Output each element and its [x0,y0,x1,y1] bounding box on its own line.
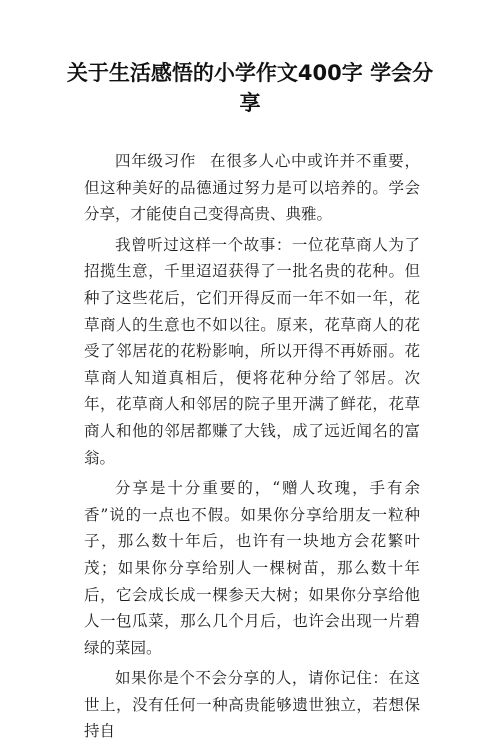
paragraph-4: 如果你是个不会分享的人，请你记住：在这世上，没有任何一种高贵能够遗世独立，若想保持自 [84,669,420,741]
paragraph-1-text: 在很多人心中或许并不重要，但这种美好的品德通过努力是可以培养的。学会分享，才能使自己变得高贵、典雅。 [84,152,420,224]
grade-label: 四年级习作 [115,152,197,170]
paragraph-3: 分享是十分重要的，“赠人玫瑰，手有余香”说的一点也不假。如果你分享给朋友一粒种子，那么数十年后，也许有一块地方会花繁叶茂；如果你分享给别人一棵树苗，那么数十年后，它会成长成一棵参天大树；如果你分享给他人一包瓜菜，那么几个月后，也许会出现一片碧绿的菜园。 [84,479,420,657]
document-body [84,148,420,749]
paragraph-1 [84,148,420,228]
document-title: 关于生活感悟的小学作文400字 学会分享 [66,61,434,115]
paragraph-2: 我曾听过这样一个故事：一位花草商人为了招揽生意，千里迢迢获得了一批名贵的花种。但种了这些花后，它们开得反而一年不如一年，花草商人的生意也不如以往。原来，花草商人的花受了邻居花的花粉影响，所以开得不再娇丽。花草商人知道真相后，便将花种分给了邻居。次年，花草商人和邻居的院子里开满了鲜花，花草商人和他的邻居都赚了大钱，成了远近闻名的富翁。 [84,235,420,467]
